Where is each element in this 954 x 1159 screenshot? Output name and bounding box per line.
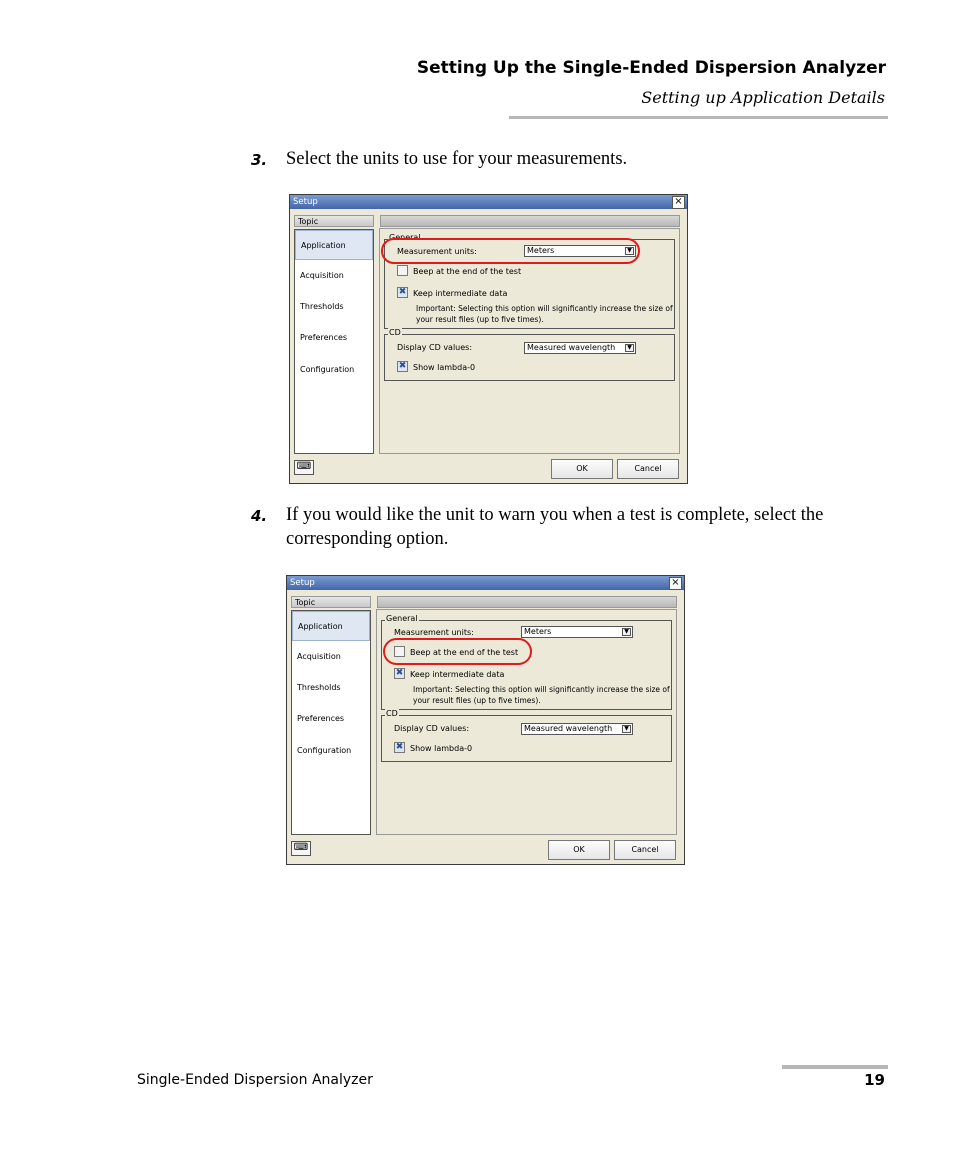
cd-group [381,709,672,762]
cd-group-label: CD [386,709,398,718]
topic-header: Topic [291,596,371,608]
measurement-units-value: Meters [524,627,552,636]
cd-group-label: CD [389,328,401,337]
dialog-titlebar [287,576,684,590]
topic-header: Topic [294,215,374,227]
display-cd-select[interactable] [521,723,633,735]
show-lambda-label: Show lambda-0 [413,363,476,372]
show-lambda-label: Show lambda-0 [410,744,473,753]
general-group-label: General [386,614,418,623]
running-header-subtitle: Setting up Application Details [641,88,885,107]
keep-data-checkbox[interactable]: ✖ [398,287,407,297]
beep-label: Beep at the end of the test [413,267,522,276]
important-note: Important: Selecting this option will significantly increase the size of your result files (up to five times). [413,685,670,705]
topic-list [291,610,371,835]
display-cd-label: Display CD values: [397,343,473,352]
running-header-title: Setting Up the Single-Ended Dispersion Analyzer [416,58,886,78]
measurement-units-label: Measurement units: [397,247,477,256]
close-icon[interactable]: × [669,577,682,590]
step-4-text: If you would like the unit to warn you when a test is complete, select the corresponding option. [286,505,824,549]
display-cd-value: Measured wavelength [527,343,616,352]
chevron-down-icon: ▼ [622,725,631,733]
page-number: 19 [864,1071,885,1089]
measurement-units-select[interactable] [521,626,633,638]
cancel-button[interactable]: Cancel [617,459,679,479]
keep-data-checkbox[interactable]: ✖ [395,668,404,678]
dialog-title: Setup [293,197,318,207]
topic-item-acquisition[interactable]: Acquisition [300,271,344,280]
close-icon[interactable]: × [672,196,685,209]
chevron-down-icon: ▼ [625,247,634,255]
dialog-titlebar [290,195,687,209]
dialog-title: Setup [290,578,315,588]
keep-data-label: Keep intermediate data [410,670,505,679]
topic-item-application[interactable]: Application [295,230,373,260]
general-group [381,614,672,710]
chevron-down-icon: ▼ [625,344,634,352]
step-4-number: 4. [251,507,268,525]
general-group-label: General [389,233,421,242]
keyboard-icon[interactable]: ⌨ [291,841,311,856]
show-lambda-checkbox[interactable]: ✖ [398,361,407,371]
header-rule [509,116,888,119]
highlight-measurement-units [381,238,640,264]
keep-data-label: Keep intermediate data [413,289,508,298]
highlight-beep-option [383,638,532,665]
measurement-units-label: Measurement units: [394,628,474,637]
beep-label: Beep at the end of the test [410,648,519,657]
topic-item-configuration[interactable]: Configuration [300,365,355,374]
footer-document-title: Single-Ended Dispersion Analyzer [137,1072,373,1088]
settings-header [377,596,677,608]
measurement-units-value: Meters [527,246,555,255]
step-3-text: Select the units to use for your measurements. [286,149,628,169]
keyboard-icon[interactable]: ⌨ [294,460,314,475]
topic-item-acquisition[interactable]: Acquisition [297,652,341,661]
cancel-button[interactable]: Cancel [614,840,676,860]
display-cd-value: Measured wavelength [524,724,613,733]
display-cd-label: Display CD values: [394,724,470,733]
ok-button[interactable]: OK [548,840,610,860]
settings-header [380,215,680,227]
cd-group [384,328,675,381]
topic-item-configuration[interactable]: Configuration [297,746,352,755]
setup-dialog-screenshot-2 [286,575,685,865]
topic-item-preferences[interactable]: Preferences [300,333,348,342]
ok-button[interactable]: OK [551,459,613,479]
beep-checkbox[interactable] [397,265,408,276]
important-note: Important: Selecting this option will significantly increase the size of your result files (up to five times). [416,304,673,324]
topic-item-thresholds[interactable]: Thresholds [297,683,341,692]
footer-rule [782,1065,888,1069]
topic-list [294,229,374,454]
show-lambda-checkbox[interactable]: ✖ [395,742,404,752]
topic-item-application[interactable]: Application [292,611,370,641]
display-cd-select[interactable] [524,342,636,354]
topic-item-preferences[interactable]: Preferences [297,714,345,723]
topic-item-thresholds[interactable]: Thresholds [300,302,344,311]
step-3-number: 3. [251,151,268,169]
chevron-down-icon: ▼ [622,628,631,636]
